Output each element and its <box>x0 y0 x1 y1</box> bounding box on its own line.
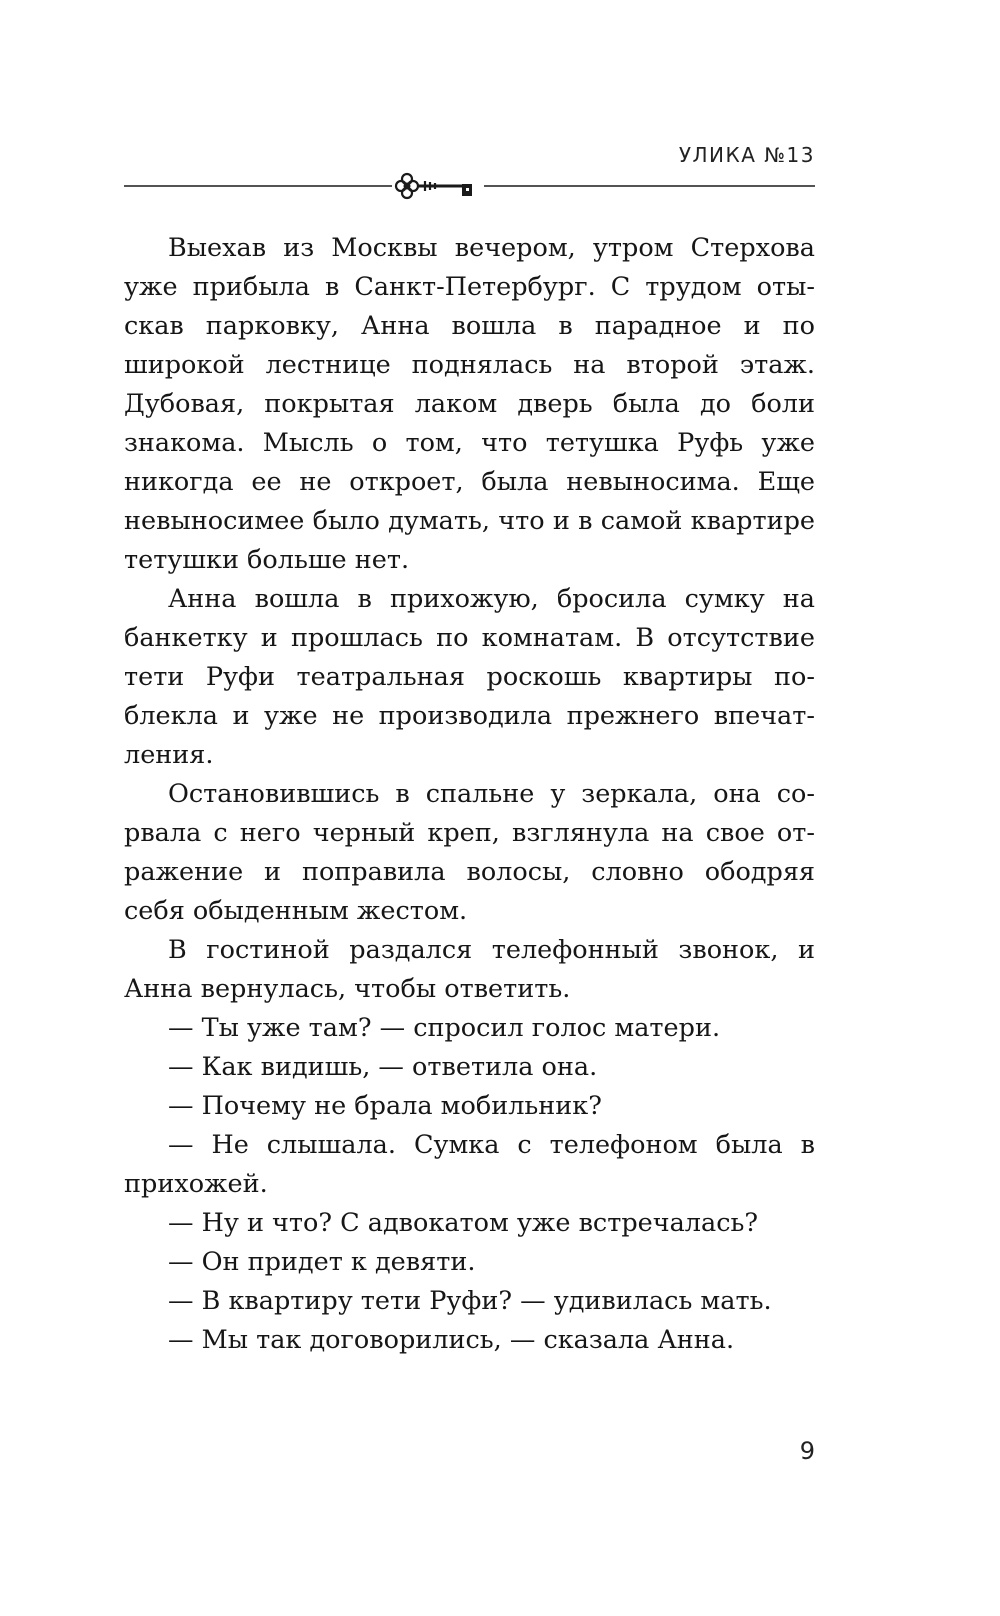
running-head: УЛИКА №13 <box>678 143 815 167</box>
dialogue-line: — Не слышала. Сумка с телефоном была в прихожей. <box>124 1130 815 1199</box>
paragraph: Анна вошла в прихожую, бросила сумку на банкетку и прошлась по комнатам. В отсутствие тети Руфи театральная роскошь квартиры поблекла и уже не производила прежнего впечатления. <box>124 584 815 770</box>
paragraph: Выехав из Москвы вечером, утром Стерхова уже прибыла в Санкт-Петербург. С трудом отыскав парковку, Анна вошла в парадное и по широкой лестнице поднялась на второй этаж. Дубовая, покрытая лаком дверь была до боли знакома. Мысль о том, что тетушка Руфь уже никогда ее не откроет, была невыносима. Еще невыносимее было думать, что и в самой квартире тетушки больше нет. <box>124 233 815 575</box>
dialogue-line: — В квартиру тети Руфи? — удивилась мать. <box>168 1286 772 1316</box>
dialogue-line: — Ну и что? С адвокатом уже встречалась? <box>168 1208 759 1238</box>
dialogue-line: — Почему не брала мобильник? <box>168 1091 602 1121</box>
dialogue-line: — Он придет к девяти. <box>168 1247 476 1277</box>
dialogue-line: — Как видишь, — ответила она. <box>168 1052 598 1082</box>
key-ornament <box>124 168 815 208</box>
page-number: 9 <box>799 1437 815 1465</box>
dialogue-line: — Ты уже там? — спросил голос матери. <box>168 1013 721 1043</box>
paragraph: В гостиной раздался телефонный звонок, и Анна вернулась, чтобы ответить. <box>124 935 815 1004</box>
dialogue-line: — Мы так договорились, — сказала Анна. <box>168 1325 735 1355</box>
body-text <box>124 229 815 1360</box>
key-icon <box>392 172 484 200</box>
paragraph: Остановившись в спальне у зеркала, она сорвала с него черный креп, взглянула на свое отражение и поправила волосы, словно ободряя себя обыденным жестом. <box>124 779 815 926</box>
